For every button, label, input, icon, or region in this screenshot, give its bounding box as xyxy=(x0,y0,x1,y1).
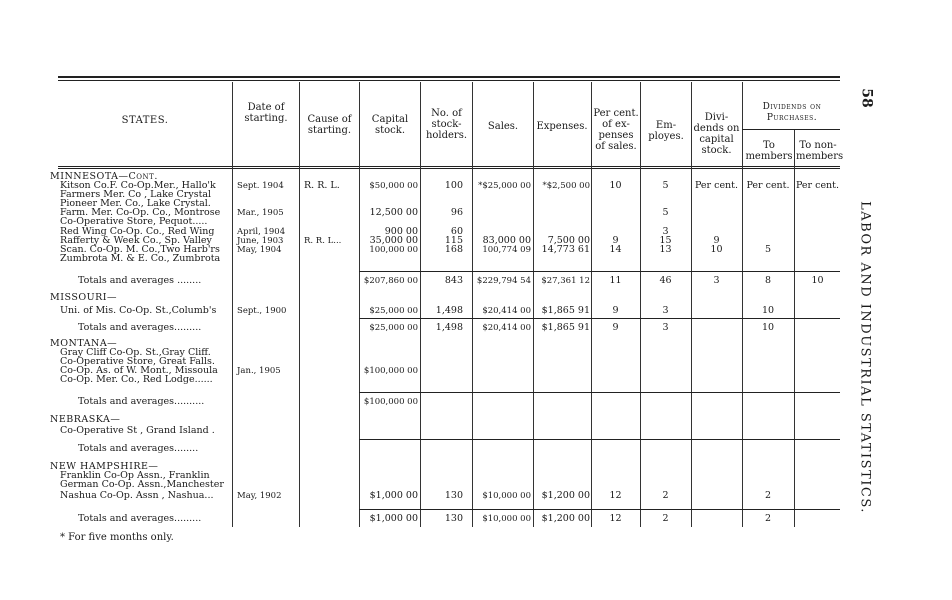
totals-rule xyxy=(359,392,840,393)
cell-capital: $100,000 00 xyxy=(363,397,418,407)
cell-employes: 3 xyxy=(662,322,669,333)
col-line xyxy=(591,82,592,527)
totals-label: Totals and averages.......... xyxy=(78,397,205,407)
cell-capital: $25,000 00 xyxy=(369,306,418,316)
header-holders: No. of stock-holders. xyxy=(425,108,468,141)
cell-sales: $10,000 00 xyxy=(482,514,531,524)
running-head: LABOR AND INDUSTRIAL STATISTICS. xyxy=(857,201,873,514)
cell-employes: 5 xyxy=(662,207,669,218)
state-heading: MONTANA— xyxy=(50,339,118,349)
cell-cause: R. R. L. xyxy=(304,180,340,191)
cell-employes: 3 xyxy=(662,226,669,237)
cell-members: 8 xyxy=(764,275,772,286)
row-name: Nashua Co-Op. Assn , Nashua... xyxy=(60,491,214,501)
totals-rule xyxy=(359,318,840,319)
row-name: Franklin Co-Op Assn., Franklin xyxy=(60,471,210,481)
totals-rule xyxy=(359,509,840,510)
header-divcap: Divi-dends on capital stock. xyxy=(693,112,740,156)
header-capital: Capital stock. xyxy=(371,114,409,136)
row-name: Uni. of Mis. Co-Op. St.,Columb's xyxy=(60,306,217,316)
totals-label: Totals and averages......... xyxy=(78,514,202,524)
dividends-subrule xyxy=(742,129,840,130)
cell-date: April, 1904 xyxy=(237,227,286,237)
totals-rule xyxy=(359,271,840,272)
cell-divcap: 10 xyxy=(710,244,723,255)
cell-date: May, 1902 xyxy=(237,491,282,501)
cell-divcap: 9 xyxy=(713,235,720,246)
cell-capital: 12,500 00 xyxy=(369,207,418,218)
cell-cause: R. R. L... xyxy=(304,236,342,246)
row-name: Kitson Co.F. Co-Op.Mer., Hallo'k xyxy=(60,181,216,191)
header-divpur: Dividends on Purchases. xyxy=(762,102,822,123)
cell-members: Per cent. xyxy=(746,180,790,191)
col-line xyxy=(742,82,743,527)
cell-pct: 9 xyxy=(612,235,619,246)
cell-date: June, 1903 xyxy=(237,236,284,246)
cell-members: 2 xyxy=(764,513,772,524)
cell-expenses: 14,773 61 xyxy=(541,244,590,255)
cell-sales: $229,794 54 xyxy=(476,276,531,286)
col-line xyxy=(299,82,300,527)
row-name: Co-Op. Mer. Co., Red Lodge...... xyxy=(60,375,213,385)
row-name: Farm. Mer. Co-Op. Co., Montrose xyxy=(60,208,221,218)
cell-pct: 9 xyxy=(612,322,619,333)
header-rule-2 xyxy=(58,168,840,169)
cell-capital: 100,000 00 xyxy=(369,245,418,255)
cell-pct: 12 xyxy=(609,513,622,524)
row-name: Gray Cliff Co-Op. St.,Gray Cliff. xyxy=(60,348,211,358)
cell-holders: 60 xyxy=(450,226,463,237)
header-states: STATES. xyxy=(121,115,169,126)
cell-capital: $207,860 00 xyxy=(363,276,418,286)
cell-pct: 11 xyxy=(609,275,622,286)
row-name: Co-Operative Store, Great Falls. xyxy=(60,357,215,367)
header-nonmembers: To non-members xyxy=(796,140,844,162)
top-rule-2 xyxy=(58,80,840,81)
footnote: * For five months only. xyxy=(60,532,174,543)
row-name: Co-Operative Store, Pequot..... xyxy=(60,217,208,227)
state-heading: NEBRASKA— xyxy=(50,415,121,425)
row-name: Scan. Co-Op. M. Co.,Two Harb'rs xyxy=(60,245,220,255)
cell-holders: 168 xyxy=(444,244,463,255)
cell-expenses: $1,200 00 xyxy=(541,513,590,524)
cell-date: Sept., 1900 xyxy=(237,306,287,316)
row-name: Co-Operative St , Grand Island . xyxy=(60,426,215,436)
cell-capital: $50,000 00 xyxy=(369,181,418,191)
row-name: German Co-Op. Assn.,Manchester xyxy=(60,480,224,490)
col-line xyxy=(533,82,534,527)
header-employes: Em-ployes. xyxy=(648,120,684,142)
col-line xyxy=(640,82,641,527)
cell-expenses: $1,865 91 xyxy=(541,322,590,333)
cell-capital: 900 00 xyxy=(384,226,418,237)
cell-capital: $1,000 00 xyxy=(369,513,418,524)
header-cause: Cause of starting. xyxy=(307,114,352,136)
row-name: Farmers Mer. Co , Lake Crystal xyxy=(60,190,212,200)
cell-members: 5 xyxy=(764,244,772,255)
row-name: Pioneer Mer. Co., Lake Crystal. xyxy=(60,199,211,209)
cell-sales: $20,414 00 xyxy=(482,323,531,333)
header-date: Date of starting. xyxy=(244,102,288,124)
cell-employes: 3 xyxy=(662,305,669,316)
state-heading: MISSOURI— xyxy=(50,293,118,303)
cell-nonmembers: 10 xyxy=(811,275,824,286)
cell-members: 2 xyxy=(764,490,772,501)
cell-pct: 12 xyxy=(609,490,622,501)
header-members: To members xyxy=(745,140,793,162)
cell-members: 10 xyxy=(761,305,775,316)
cell-date: Sept. 1904 xyxy=(237,181,284,191)
cell-employes: 13 xyxy=(659,244,672,255)
cell-holders: 130 xyxy=(444,490,463,501)
state-heading: MINNESOTA—Cont. xyxy=(50,172,158,182)
totals-label: Totals and averages ........ xyxy=(78,276,202,286)
cell-pct: 9 xyxy=(612,305,619,316)
cell-expenses: $1,865 91 xyxy=(541,305,590,316)
cell-pct: 14 xyxy=(609,244,622,255)
cell-date: May, 1904 xyxy=(237,245,282,255)
row-name: Red Wing Co-Op. Co., Red Wing xyxy=(60,227,215,237)
page-margin xyxy=(845,90,885,550)
row-name: Co-Op. As. of W. Mont., Missoula xyxy=(60,366,218,376)
cell-expenses: $1,200 00 xyxy=(541,490,590,501)
totals-rule xyxy=(359,439,840,440)
cell-holders: 1,498 xyxy=(435,322,463,333)
totals-label: Totals and averages......... xyxy=(78,323,202,333)
cell-date: Mar., 1905 xyxy=(237,208,284,218)
cell-divcap: 3 xyxy=(713,275,720,286)
cell-employes: 2 xyxy=(662,490,669,501)
state-heading: NEW HAMPSHIRE— xyxy=(50,462,159,472)
cell-pct: 10 xyxy=(609,180,622,191)
cell-capital: $100,000 00 xyxy=(363,366,418,376)
cell-employes: 15 xyxy=(659,235,672,246)
cell-nonmembers: Per cent. xyxy=(795,180,840,191)
cell-employes: 5 xyxy=(662,180,669,191)
col-line xyxy=(691,82,692,527)
cell-expenses: *$2,500 00 xyxy=(542,181,590,191)
header-expenses: Expenses. xyxy=(536,121,588,132)
cell-holders: 843 xyxy=(444,275,463,286)
page-number: 58 xyxy=(858,88,875,108)
totals-label: Totals and averages........ xyxy=(78,444,199,454)
cell-holders: 96 xyxy=(450,207,463,218)
cell-holders: 130 xyxy=(444,513,463,524)
cell-employes: 2 xyxy=(662,513,669,524)
col-line xyxy=(472,82,473,527)
cell-sales: $20,414 00 xyxy=(482,306,531,316)
cell-members: 10 xyxy=(761,322,775,333)
cell-sales: *$25,000 00 xyxy=(478,181,531,191)
cell-divcap: Per cent. xyxy=(694,180,739,191)
cell-holders: 1,498 xyxy=(435,305,463,316)
row-name: Zumbrota M. & E. Co., Zumbrota xyxy=(60,254,221,264)
cell-sales: 100,774 09 xyxy=(482,245,531,255)
cell-date: Jan., 1905 xyxy=(237,366,281,376)
cell-holders: 115 xyxy=(444,235,463,246)
cell-employes: 46 xyxy=(659,275,672,286)
row-name: Rafferty & Week Co., Sp. Valley xyxy=(60,236,212,246)
top-rule xyxy=(58,76,840,78)
col-line xyxy=(420,82,421,527)
col-line xyxy=(359,82,360,527)
header-rule xyxy=(58,166,840,167)
header-pct: Per cent. of ex-penses of sales. xyxy=(593,108,639,152)
cell-expenses: $27,361 12 xyxy=(541,276,590,286)
cell-holders: 100 xyxy=(444,180,463,191)
col-line xyxy=(232,82,233,527)
header-sales: Sales. xyxy=(487,121,519,132)
cell-capital: 35,000 00 xyxy=(369,235,418,246)
cell-sales: $10,000 00 xyxy=(482,491,531,501)
cell-capital: $1,000 00 xyxy=(369,490,418,501)
cell-sales: 83,000 00 xyxy=(482,235,531,246)
cell-capital: $25,000 00 xyxy=(369,323,418,333)
cell-expenses: 7,500 00 xyxy=(547,235,590,246)
